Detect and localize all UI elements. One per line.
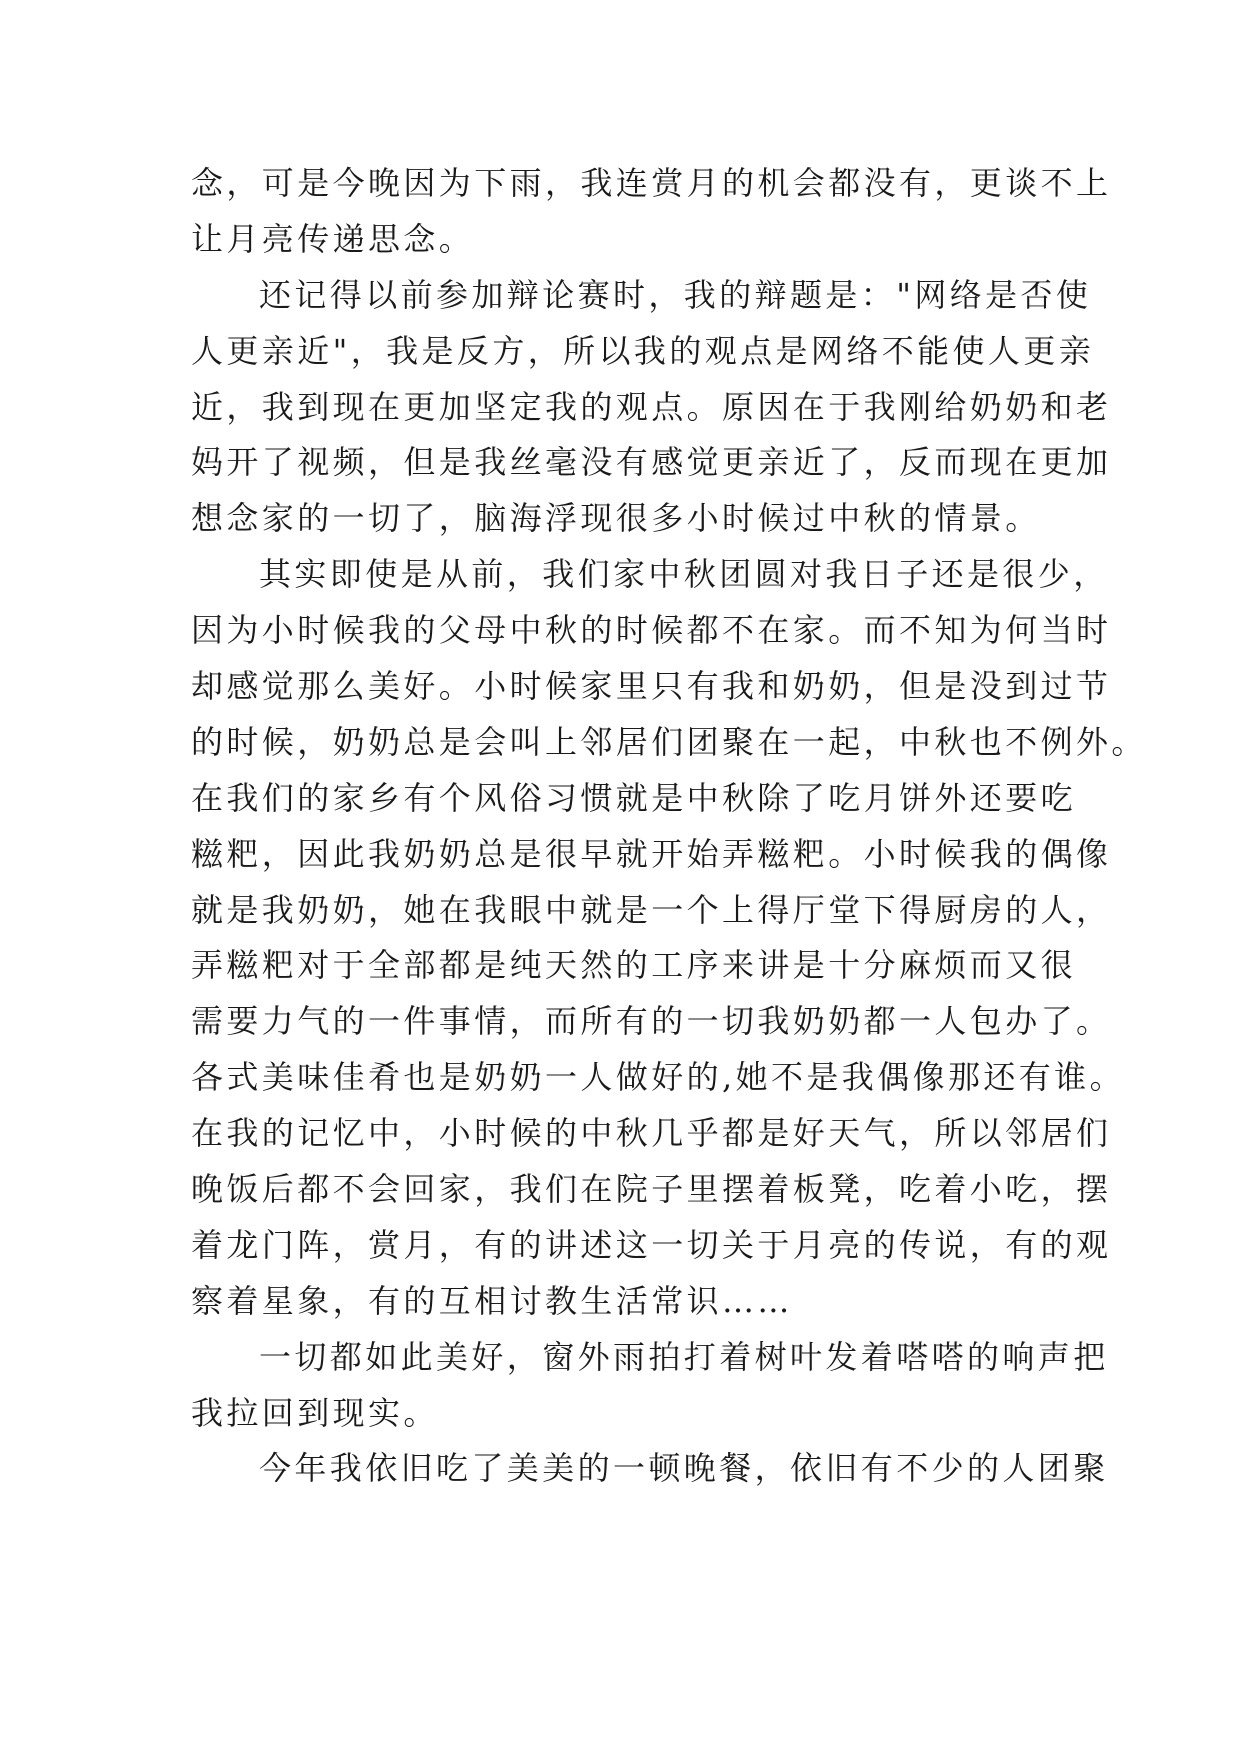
text-line: 在我的记忆中，小时候的中秋几乎都是好天气，所以邻居们 — [191, 1114, 1112, 1153]
text-line: 在我们的家乡有个风俗习惯就是中秋除了吃月饼外还要吃 — [191, 778, 1077, 817]
text-line: 其实即使是从前，我们家中秋团圆对我日子还是很少， — [259, 555, 1109, 594]
text-line: 还记得以前参加辩论赛时，我的辩题是："网络是否使 — [259, 275, 1092, 314]
text-line: 一切都如此美好，窗外雨拍打着树叶发着嗒嗒的响声把 — [259, 1337, 1109, 1376]
text-line: 人更亲近"，我是反方，所以我的观点是网络不能使人更亲 — [191, 331, 1095, 370]
text-line: 晚饭后都不会回家，我们在院子里摆着板凳，吃着小吃，摆 — [191, 1170, 1112, 1209]
document-body — [191, 156, 1147, 1497]
paragraph-3 — [191, 547, 1147, 1329]
text-line: 妈开了视频，但是我丝毫没有感觉更亲近了，反而现在更加 — [191, 443, 1112, 482]
paragraph-2 — [191, 268, 1112, 547]
text-line: 想念家的一切了，脑海浮现很多小时候过中秋的情景。 — [191, 499, 1041, 538]
text-line: 就是我奶奶，她在我眼中就是一个上得厅堂下得厨房的人， — [191, 890, 1112, 929]
text-line: 弄糍粑对于全部都是纯天然的工序来讲是十分麻烦而又很 — [191, 946, 1077, 985]
text-line: 因为小时候我的父母中秋的时候都不在家。而不知为何当时 — [191, 611, 1112, 650]
text-line: 察着星象，有的互相讨教生活常识…… — [191, 1281, 793, 1320]
text-line: 的时候，奶奶总是会叫上邻居们团聚在一起，中秋也不例外。 — [191, 722, 1147, 761]
text-line: 各式美味佳肴也是奶奶一人做好的,她不是我偶像那还有谁。 — [191, 1058, 1125, 1097]
paragraph-5 — [191, 1441, 1109, 1497]
text-line: 念，可是今晚因为下雨，我连赏月的机会都没有，更谈不上 — [191, 164, 1112, 202]
text-line: 让月亮传递思念。 — [191, 219, 475, 258]
paragraph-1 — [191, 156, 1112, 268]
text-line: 我拉回到现实。 — [191, 1393, 439, 1432]
text-line: 需要力气的一件事情，而所有的一切我奶奶都一人包办了。 — [191, 1002, 1112, 1041]
text-line: 今年我依旧吃了美美的一顿晚餐，依旧有不少的人团聚 — [259, 1449, 1109, 1488]
text-line: 糍粑，因此我奶奶总是很早就开始弄糍粑。小时候我的偶像 — [191, 834, 1112, 873]
paragraph-4 — [191, 1330, 1109, 1442]
text-line: 近，我到现在更加坚定我的观点。原因在于我刚给奶奶和老 — [191, 387, 1112, 426]
text-line: 却感觉那么美好。小时候家里只有我和奶奶，但是没到过节 — [191, 667, 1112, 706]
text-line: 着龙门阵，赏月，有的讲述这一切关于月亮的传说，有的观 — [191, 1225, 1112, 1264]
